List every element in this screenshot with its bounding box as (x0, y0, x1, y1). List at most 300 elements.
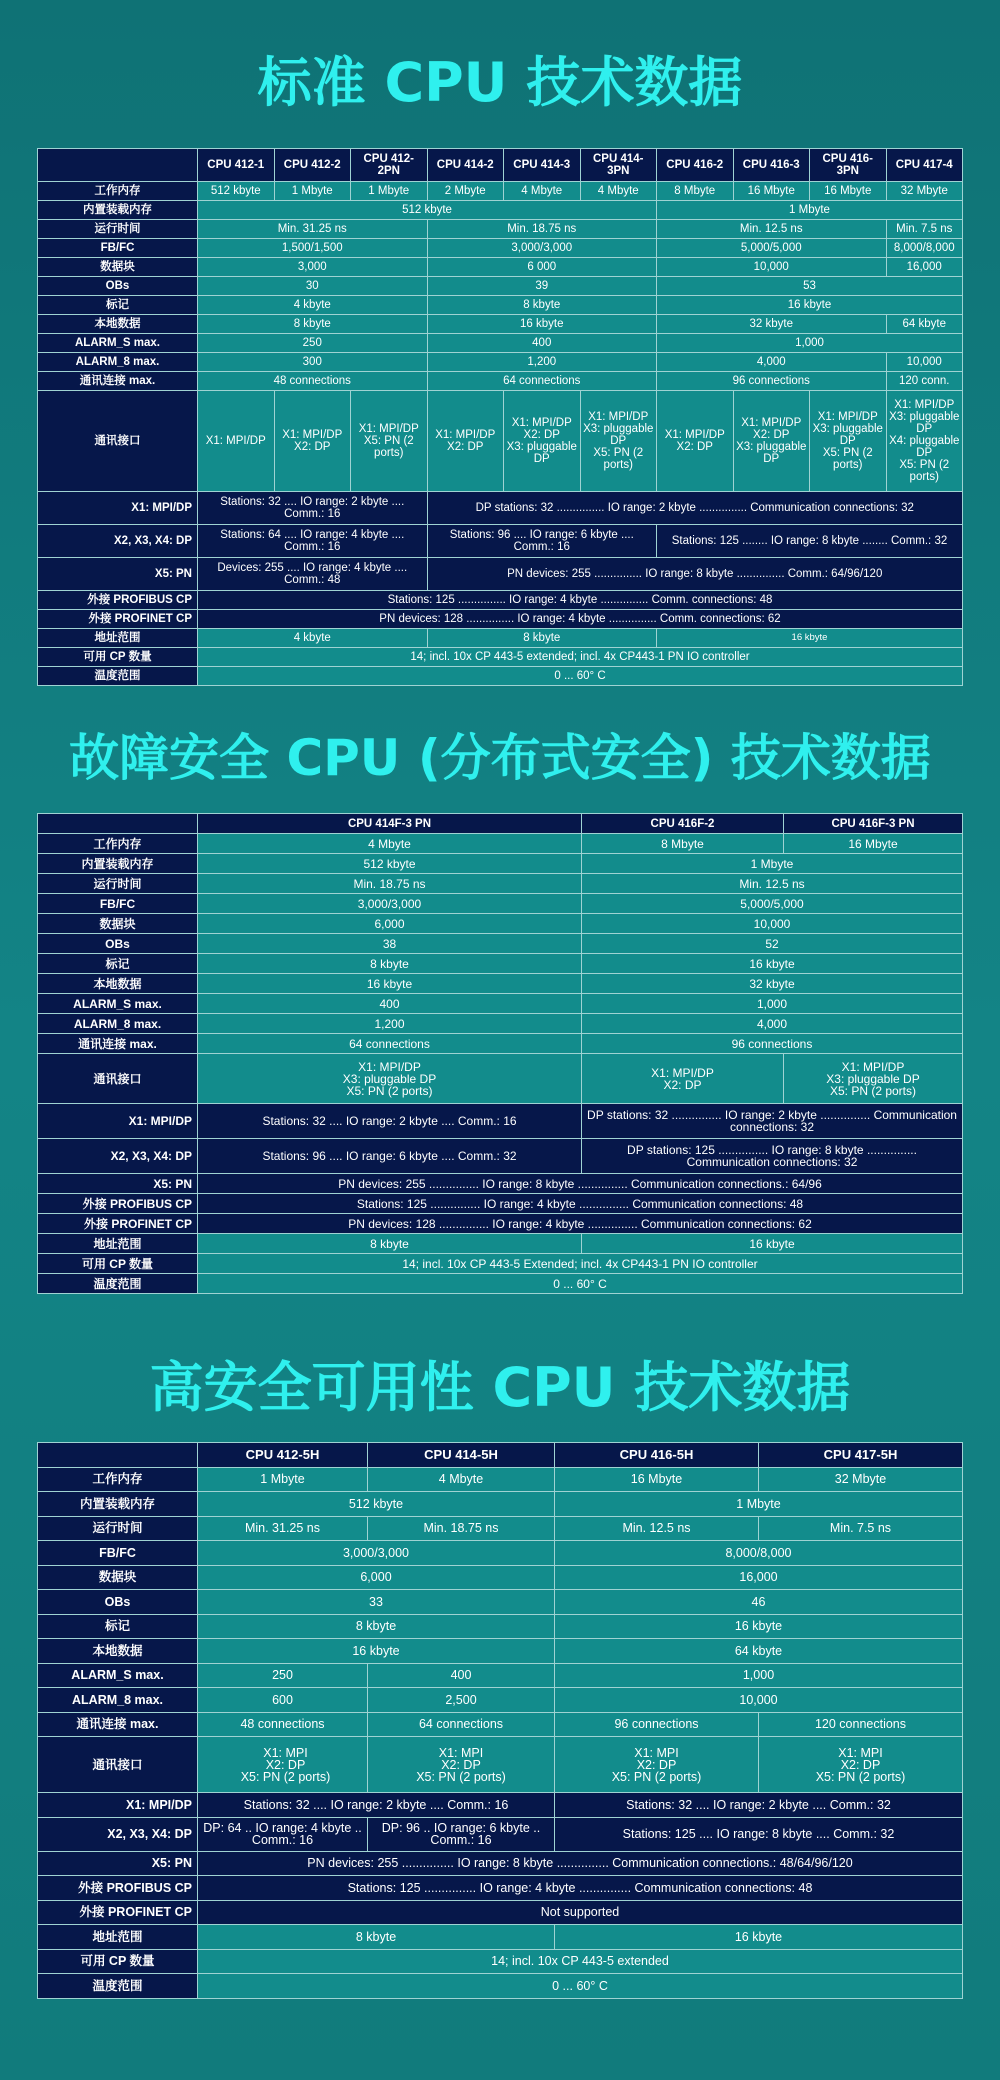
table-row (38, 1139, 963, 1174)
table-row (38, 1663, 963, 1688)
table-row (38, 1590, 963, 1615)
cell: X1: MPI/DP (198, 391, 275, 492)
row-label: 运行时间 (38, 1516, 198, 1541)
cell: Devices: 255 .... IO range: 4 kbyte .... Comm.: 48 (198, 558, 428, 591)
table-row (38, 834, 963, 854)
cell: 8 kbyte (198, 315, 428, 334)
cell: 64 connections (198, 1034, 582, 1054)
cell: PN devices: 128 ............... IO range: 4 kbyte ............... Comm. connections: 62 (198, 610, 963, 629)
cell: 38 (198, 934, 582, 954)
cell: 16 kbyte (582, 1234, 963, 1254)
cell: X1: MPI/DP X3: pluggable DP X5: PN (2 ports) (580, 391, 657, 492)
cell: 8 kbyte (198, 1925, 555, 1950)
cell: 10,000 (886, 353, 963, 372)
cell: Min. 12.5 ns (582, 874, 963, 894)
row-label: X5: PN (38, 1174, 198, 1194)
col-header: CPU 417-4 (886, 149, 963, 182)
table-row (38, 954, 963, 974)
cell: 5,000/5,000 (657, 239, 887, 258)
row-label: 通讯连接 max. (38, 1712, 198, 1737)
col-header: CPU 416-2 (657, 149, 734, 182)
cell: 0 ... 60° C (198, 1274, 963, 1294)
cell: 64 kbyte (886, 315, 963, 334)
table-row (38, 391, 963, 492)
table-row (38, 1234, 963, 1254)
table-row (38, 353, 963, 372)
cell: 30 (198, 277, 428, 296)
row-label: 通讯接口 (38, 391, 198, 492)
row-label: ALARM_8 max. (38, 353, 198, 372)
row-label: FB/FC (38, 1541, 198, 1566)
cell: Stations: 125 ............... IO range: 4 kbyte ............... Communication connections: 48 (198, 1876, 963, 1901)
col-header: CPU 412-1 (198, 149, 275, 182)
cell: 4,000 (582, 1014, 963, 1034)
cell: X1: MPI X2: DP X5: PN (2 ports) (759, 1737, 963, 1793)
col-header: CPU 416-5H (555, 1443, 759, 1468)
row-label: 工作内存 (38, 182, 198, 201)
cell: 4 kbyte (198, 296, 428, 315)
cell: 1,500/1,500 (198, 239, 428, 258)
row-label: 本地数据 (38, 1639, 198, 1664)
corner-cell (38, 814, 198, 834)
table-row (38, 1492, 963, 1517)
cell: 3,000/3,000 (198, 894, 582, 914)
cell: 16 kbyte (198, 1639, 555, 1664)
table-row (38, 1214, 963, 1234)
cell: 8 kbyte (198, 1234, 582, 1254)
cell: 10,000 (582, 914, 963, 934)
table-row (38, 334, 963, 353)
table-row (38, 629, 963, 648)
cell: 120 connections (759, 1712, 963, 1737)
cell: X1: MPI/DP X2: DP (427, 391, 504, 492)
row-label: X5: PN (38, 558, 198, 591)
cell: 14; incl. 10x CP 443-5 Extended; incl. 4x CP443-1 PN IO controller (198, 1254, 963, 1274)
cell: DP: 96 .. IO range: 6 kbyte .. Comm.: 16 (368, 1817, 555, 1851)
row-label: 数据块 (38, 1565, 198, 1590)
cell: Stations: 125 .... IO range: 8 kbyte .... Comm.: 32 (555, 1817, 963, 1851)
col-header: CPU 412-5H (198, 1443, 368, 1468)
cell: PN devices: 255 ............... IO range: 8 kbyte ............... Communication connections.: 48/64/96/120 (198, 1851, 963, 1876)
cell: 10,000 (555, 1688, 963, 1713)
cell: 3,000/3,000 (427, 239, 657, 258)
cell: PN devices: 255 ............... IO range: 8 kbyte ............... Comm.: 64/96/120 (427, 558, 963, 591)
table-row (38, 558, 963, 591)
row-label: 通讯接口 (38, 1054, 198, 1104)
table-row (38, 1034, 963, 1054)
cell: 4 Mbyte (368, 1467, 555, 1492)
cell: 8 kbyte (427, 629, 657, 648)
cell: X1: MPI/DP X3: pluggable DP X5: PN (2 ports) (810, 391, 887, 492)
row-label: 运行时间 (38, 220, 198, 239)
table-row (38, 239, 963, 258)
row-label: FB/FC (38, 239, 198, 258)
table-row (38, 1688, 963, 1713)
table-row (38, 1194, 963, 1214)
cell: X1: MPI/DP X3: pluggable DP X4: pluggable DP X5: PN (2 ports) (886, 391, 963, 492)
table-row (38, 1054, 963, 1104)
cell: 96 connections (555, 1712, 759, 1737)
cell: 1,000 (555, 1663, 963, 1688)
cell: 1 Mbyte (657, 201, 963, 220)
row-label: 外接 PROFINET CP (38, 1214, 198, 1234)
table-row (38, 296, 963, 315)
table-row (38, 874, 963, 894)
row-label: X5: PN (38, 1851, 198, 1876)
standard-cpu-table (37, 148, 963, 686)
col-header: CPU 416F-3 PN (784, 814, 963, 834)
cell: 8 kbyte (427, 296, 657, 315)
table-row (38, 1712, 963, 1737)
col-header: CPU 414-3PN (580, 149, 657, 182)
row-label: 本地数据 (38, 974, 198, 994)
cell: 52 (582, 934, 963, 954)
table-row (38, 994, 963, 1014)
cell: 48 connections (198, 1712, 368, 1737)
table-row (38, 1949, 963, 1974)
cell: 1,000 (582, 994, 963, 1014)
row-label: ALARM_S max. (38, 334, 198, 353)
cell: 0 ... 60° C (198, 1974, 963, 1999)
cell: 250 (198, 334, 428, 353)
cell: 64 kbyte (555, 1639, 963, 1664)
cell: Min. 12.5 ns (657, 220, 887, 239)
table-row (38, 1467, 963, 1492)
col-header: CPU 414F-3 PN (198, 814, 582, 834)
table-row (38, 1737, 963, 1793)
cell: 14; incl. 10x CP 443-5 extended; incl. 4x CP443-1 PN IO controller (198, 648, 963, 667)
table-row (38, 591, 963, 610)
row-label: 温度范围 (38, 1974, 198, 1999)
row-label: X2, X3, X4: DP (38, 1817, 198, 1851)
cell: 2 Mbyte (427, 182, 504, 201)
col-header: CPU 416-3PN (810, 149, 887, 182)
cell: 16 kbyte (657, 629, 963, 648)
table-row (38, 1565, 963, 1590)
row-label: ALARM_S max. (38, 1663, 198, 1688)
row-label: 可用 CP 数量 (38, 648, 198, 667)
cell: 16 kbyte (657, 296, 963, 315)
cell: Min. 18.75 ns (198, 874, 582, 894)
cell: 16 kbyte (555, 1614, 963, 1639)
cell: 6 000 (427, 258, 657, 277)
cell: Stations: 125 ............... IO range: 4 kbyte ............... Communication connections: 48 (198, 1194, 963, 1214)
cell: Min. 12.5 ns (555, 1516, 759, 1541)
cell: 250 (198, 1663, 368, 1688)
row-label: 数据块 (38, 914, 198, 934)
cell: DP stations: 32 ............... IO range: 2 kbyte ............... Communication connections: 32 (582, 1104, 963, 1139)
table-row (38, 854, 963, 874)
row-label: 通讯连接 max. (38, 1034, 198, 1054)
cell: X1: MPI/DP X3: pluggable DP X5: PN (2 ports) (784, 1054, 963, 1104)
row-label: 内置装载内存 (38, 854, 198, 874)
table-row (38, 1614, 963, 1639)
cell: 512 kbyte (198, 1492, 555, 1517)
col-header: CPU 414-5H (368, 1443, 555, 1468)
table-row (38, 201, 963, 220)
high-availability-cpu-title: 高安全可用性 CPU 技术数据 (149, 1356, 851, 1419)
cell: Min. 7.5 ns (886, 220, 963, 239)
col-header: CPU 412-2PN (351, 149, 428, 182)
cell: 1,000 (657, 334, 963, 353)
cell: 16 Mbyte (810, 182, 887, 201)
cell: 16,000 (886, 258, 963, 277)
row-label: 标记 (38, 954, 198, 974)
row-label: X1: MPI/DP (38, 1793, 198, 1818)
cell: 512 kbyte (198, 201, 657, 220)
table-row (38, 182, 963, 201)
table-row (38, 1974, 963, 1999)
cell: Stations: 125 ........ IO range: 8 kbyte ........ Comm.: 32 (657, 525, 963, 558)
row-label: 外接 PROFIBUS CP (38, 1194, 198, 1214)
cell: 16 kbyte (555, 1925, 963, 1950)
cell: 300 (198, 353, 428, 372)
cell: 53 (657, 277, 963, 296)
cell: 4,000 (657, 353, 887, 372)
cell: 16 Mbyte (733, 182, 810, 201)
row-label: 地址范围 (38, 1925, 198, 1950)
cell: 512 kbyte (198, 854, 582, 874)
header-row (38, 1443, 963, 1468)
row-label: FB/FC (38, 894, 198, 914)
cell: 4 Mbyte (580, 182, 657, 201)
cell: 33 (198, 1590, 555, 1615)
cell: Stations: 96 .... IO range: 6 kbyte .... Comm.: 32 (198, 1139, 582, 1174)
cell: X1: MPI/DP X5: PN (2 ports) (351, 391, 428, 492)
row-label: 内置装载内存 (38, 1492, 198, 1517)
table-row (38, 1851, 963, 1876)
cell: Stations: 32 .... IO range: 2 kbyte .... Comm.: 16 (198, 492, 428, 525)
cell: Min. 31.25 ns (198, 220, 428, 239)
cell: Stations: 32 .... IO range: 2 kbyte .... Comm.: 16 (198, 1104, 582, 1139)
cell: 64 connections (427, 372, 657, 391)
cell: X1: MPI/DP X2: DP (582, 1054, 784, 1104)
row-label: 工作内存 (38, 834, 198, 854)
cell: Stations: 64 .... IO range: 4 kbyte .... Comm.: 16 (198, 525, 428, 558)
cell: 400 (427, 334, 657, 353)
cell: 16,000 (555, 1565, 963, 1590)
row-label: X2, X3, X4: DP (38, 525, 198, 558)
cell: X1: MPI/DP X3: pluggable DP X5: PN (2 ports) (198, 1054, 582, 1104)
cell: 4 Mbyte (198, 834, 582, 854)
cell: 6,000 (198, 914, 582, 934)
table-row (38, 1254, 963, 1274)
cell: X1: MPI X2: DP X5: PN (2 ports) (198, 1737, 368, 1793)
table-row (38, 1876, 963, 1901)
table-row (38, 894, 963, 914)
row-label: X1: MPI/DP (38, 1104, 198, 1139)
cell: DP stations: 125 ............... IO range: 8 kbyte ............... Communication connections: 32 (582, 1139, 963, 1174)
cell: Min. 31.25 ns (198, 1516, 368, 1541)
cell: 2,500 (368, 1688, 555, 1713)
cell: X1: MPI/DP X2: DP (657, 391, 734, 492)
row-label: ALARM_8 max. (38, 1014, 198, 1034)
table-row (38, 667, 963, 686)
cell: Min. 18.75 ns (427, 220, 657, 239)
failsafe-cpu-title: 故障安全 CPU (分布式安全) 技术数据 (69, 729, 931, 787)
cell: Not supported (198, 1900, 963, 1925)
cell: Stations: 125 ............... IO range: 4 kbyte ............... Comm. connections: 48 (198, 591, 963, 610)
row-label: 工作内存 (38, 1467, 198, 1492)
table-row (38, 492, 963, 525)
row-label: OBs (38, 934, 198, 954)
row-label: OBs (38, 1590, 198, 1615)
table-row (38, 648, 963, 667)
table-row (38, 1014, 963, 1034)
cell: 64 connections (368, 1712, 555, 1737)
table-row (38, 258, 963, 277)
cell: 1 Mbyte (351, 182, 428, 201)
cell: 8 kbyte (198, 954, 582, 974)
cell: PN devices: 255 ............... IO range: 8 kbyte ............... Communication connections.: 64/96 (198, 1174, 963, 1194)
cell: 48 connections (198, 372, 428, 391)
table-row (38, 1274, 963, 1294)
cell: X1: MPI/DP X2: DP (274, 391, 351, 492)
cell: 32 kbyte (582, 974, 963, 994)
cell: 8 Mbyte (657, 182, 734, 201)
row-label: 温度范围 (38, 1274, 198, 1294)
col-header: CPU 416F-2 (582, 814, 784, 834)
standard-cpu-title: 标准 CPU 技术数据 (257, 51, 743, 114)
cell: DP: 64 .. IO range: 4 kbyte .. Comm.: 16 (198, 1817, 368, 1851)
cell: DP stations: 32 ............... IO range: 2 kbyte ............... Communication connections: 32 (427, 492, 963, 525)
cell: 1 Mbyte (555, 1492, 963, 1517)
table-row (38, 1104, 963, 1139)
cell: 39 (427, 277, 657, 296)
cell: 96 connections (582, 1034, 963, 1054)
cell: 46 (555, 1590, 963, 1615)
col-header: CPU 416-3 (733, 149, 810, 182)
cell: Stations: 32 .... IO range: 2 kbyte .... Comm.: 16 (198, 1793, 555, 1818)
row-label: 外接 PROFIBUS CP (38, 1876, 198, 1901)
table-row (38, 1817, 963, 1851)
row-label: 可用 CP 数量 (38, 1254, 198, 1274)
cell: X1: MPI/DP X2: DP X3: pluggable DP (504, 391, 581, 492)
cell: 4 kbyte (198, 629, 428, 648)
cell: 600 (198, 1688, 368, 1713)
row-label: X1: MPI/DP (38, 492, 198, 525)
failsafe-cpu-table (37, 813, 963, 1294)
table-row (38, 525, 963, 558)
cell: 1 Mbyte (582, 854, 963, 874)
row-label: 外接 PROFINET CP (38, 610, 198, 629)
row-label: 运行时间 (38, 874, 198, 894)
cell: X1: MPI X2: DP X5: PN (2 ports) (368, 1737, 555, 1793)
row-label: OBs (38, 277, 198, 296)
row-label: 本地数据 (38, 315, 198, 334)
cell: Min. 18.75 ns (368, 1516, 555, 1541)
cell: 14; incl. 10x CP 443-5 extended (198, 1949, 963, 1974)
row-label: 通讯连接 max. (38, 372, 198, 391)
row-label: 标记 (38, 296, 198, 315)
cell: 32 Mbyte (759, 1467, 963, 1492)
row-label: X2, X3, X4: DP (38, 1139, 198, 1174)
cell: X1: MPI/DP X2: DP X3: pluggable DP (733, 391, 810, 492)
row-label: 外接 PROFIBUS CP (38, 591, 198, 610)
cell: 32 Mbyte (886, 182, 963, 201)
cell: Stations: 96 .... IO range: 6 kbyte .... Comm.: 16 (427, 525, 657, 558)
table-row (38, 934, 963, 954)
cell: PN devices: 128 ............... IO range: 4 kbyte ............... Communication connections: 62 (198, 1214, 963, 1234)
cell: 1 Mbyte (274, 182, 351, 201)
cell: 8 kbyte (198, 1614, 555, 1639)
cell: 96 connections (657, 372, 887, 391)
cell: 10,000 (657, 258, 887, 277)
cell: 400 (198, 994, 582, 1014)
row-label: 通讯接口 (38, 1737, 198, 1793)
col-header: CPU 412-2 (274, 149, 351, 182)
col-header: CPU 414-3 (504, 149, 581, 182)
high-availability-cpu-table (37, 1442, 963, 1999)
col-header: CPU 417-5H (759, 1443, 963, 1468)
row-label: ALARM_S max. (38, 994, 198, 1014)
cell: 3,000/3,000 (198, 1541, 555, 1566)
table-row (38, 610, 963, 629)
cell: 6,000 (198, 1565, 555, 1590)
header-row (38, 814, 963, 834)
cell: 1,200 (198, 1014, 582, 1034)
cell: 32 kbyte (657, 315, 887, 334)
cell: 16 Mbyte (784, 834, 963, 854)
cell: 400 (368, 1663, 555, 1688)
table-row (38, 220, 963, 239)
row-label: ALARM_8 max. (38, 1688, 198, 1713)
table-row (38, 1541, 963, 1566)
cell: 16 Mbyte (555, 1467, 759, 1492)
corner-cell (38, 149, 198, 182)
cell: 8 Mbyte (582, 834, 784, 854)
cell: 16 kbyte (582, 954, 963, 974)
row-label: 地址范围 (38, 1234, 198, 1254)
table-row (38, 1516, 963, 1541)
cell: 0 ... 60° C (198, 667, 963, 686)
table-row (38, 1639, 963, 1664)
header-row (38, 149, 963, 182)
row-label: 温度范围 (38, 667, 198, 686)
cell: 1 Mbyte (198, 1467, 368, 1492)
table-row (38, 974, 963, 994)
table-row (38, 372, 963, 391)
cell: 4 Mbyte (504, 182, 581, 201)
table-row (38, 1793, 963, 1818)
table-row (38, 277, 963, 296)
row-label: 地址范围 (38, 629, 198, 648)
table-row (38, 1925, 963, 1950)
row-label: 标记 (38, 1614, 198, 1639)
cell: Stations: 32 .... IO range: 2 kbyte .... Comm.: 32 (555, 1793, 963, 1818)
cell: 512 kbyte (198, 182, 275, 201)
cell: 16 kbyte (427, 315, 657, 334)
cell: Min. 7.5 ns (759, 1516, 963, 1541)
row-label: 数据块 (38, 258, 198, 277)
table-row (38, 1900, 963, 1925)
cell: 3,000 (198, 258, 428, 277)
row-label: 内置装载内存 (38, 201, 198, 220)
corner-cell (38, 1443, 198, 1468)
cell: 1,200 (427, 353, 657, 372)
row-label: 可用 CP 数量 (38, 1949, 198, 1974)
table-row (38, 315, 963, 334)
row-label: 外接 PROFINET CP (38, 1900, 198, 1925)
cell: 8,000/8,000 (886, 239, 963, 258)
cell: 120 conn. (886, 372, 963, 391)
cell: X1: MPI X2: DP X5: PN (2 ports) (555, 1737, 759, 1793)
col-header: CPU 414-2 (427, 149, 504, 182)
table-row (38, 914, 963, 934)
table-row (38, 1174, 963, 1194)
cell: 5,000/5,000 (582, 894, 963, 914)
cell: 16 kbyte (198, 974, 582, 994)
